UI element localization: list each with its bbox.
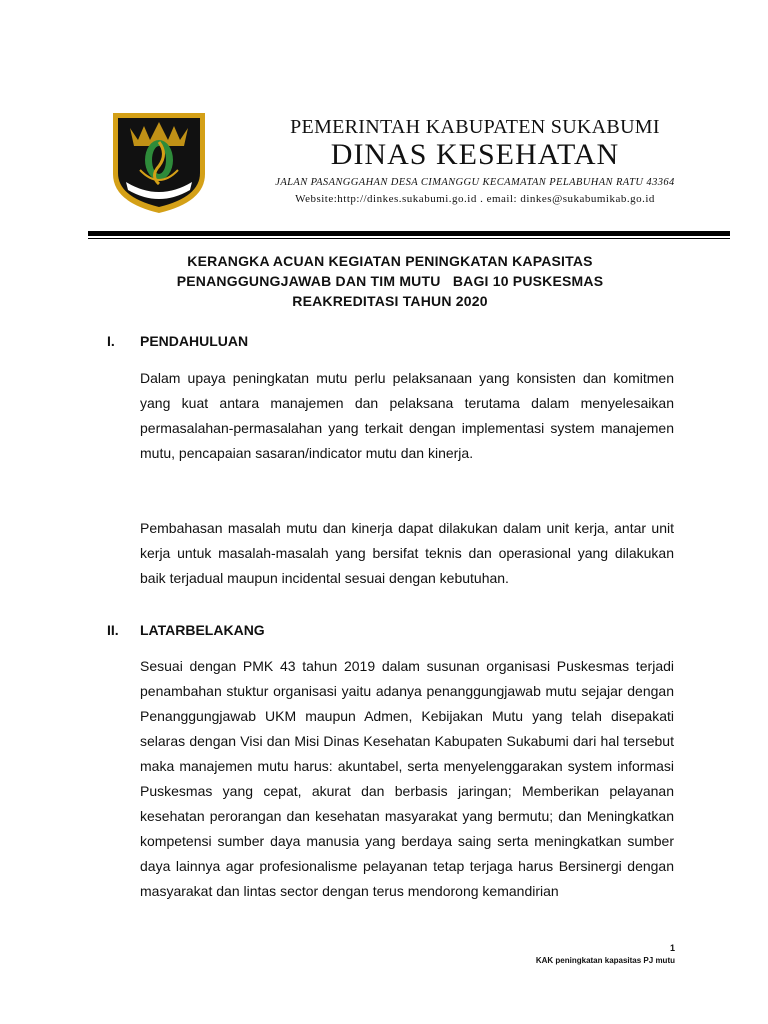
section-2-paragraph-1: Sesuai dengan PMK 43 tahun 2019 dalam susunan organisasi Puskesmas terjadi penambahan stuktur organisasi yaitu adanya penanggungjawab mutu sejajar dengan Penanggungjawab UKM maupun Admen, Kebijakan Mutu yang telah disepakati selaras dengan Visi dan Misi Dinas Kesehatan Kabupaten Sukabumi dari hal tersebut maka manajemen mutu harus: akuntabel, serta menyelenggarakan system informasi Puskesmas yang cepat, akurat dan berbasis jaringan; Memberikan pelayanan kesehatan perorangan dan kesehatan masyarakat yang bermutu; dan Meningkatkan kompetensi sumber daya manusia yang berdaya saing serta meningkatkan sumber daya lainnya agar profesionalisme pelayanan tetap terjaga harus Bersinergi dengan masyarakat dan lintas sector dengan terus mendorong kemandirian xyxy=(140,658,674,899)
section-1-paragraph-1: Dalam upaya peningkatan mutu perlu pelaksanaan yang konsisten dan komitmen yang kuat antara manajemen dan pelaksana terutama dalam menyelesaikan permasalahan-permasalahan yang terkait dengan implementasi system manajemen mutu, pencapaian sasaran/indicator mutu dan kinerja. xyxy=(140,370,674,461)
title-line-3: REAKREDITASI TAHUN 2020 xyxy=(292,293,488,309)
title-line-1: KERANGKA ACUAN KEGIATAN PENINGKATAN KAPASITAS xyxy=(187,253,593,269)
agency-name: DINAS KESEHATAN xyxy=(330,138,620,171)
regency-logo xyxy=(110,110,208,216)
section-1-number: I. xyxy=(107,333,115,349)
letterhead-rule xyxy=(88,231,730,236)
letterhead-rule-thin xyxy=(88,238,730,239)
government-name: PEMERINTAH KABUPATEN SUKABUMI xyxy=(290,116,660,138)
title-line-2: PENANGGUNGJAWAB DAN TIM MUTU BAGI 10 PUSKESMAS xyxy=(176,273,604,289)
document-title xyxy=(120,251,660,311)
section-1-heading: PENDAHULUAN xyxy=(140,333,249,349)
footer-note: KAK peningkatan kapasitas PJ mutu xyxy=(535,956,675,965)
agency-address: JALAN PASANGGAHAN DESA CIMANGGU KECAMATAN PELABUHAN RATU 43364 xyxy=(275,177,675,188)
section-2-number: II. xyxy=(107,622,119,638)
page-number: 1 xyxy=(669,943,675,953)
agency-contact: Website:http://dinkes.sukabumi.go.id . email: dinkes@sukabumikab.go.id xyxy=(295,193,655,205)
section-2-heading: LATARBELAKANG xyxy=(140,622,265,638)
section-1-paragraph-2: Pembahasan masalah mutu dan kinerja dapat dilakukan dalam unit kerja, antar unit kerja untuk masalah-masalah yang bersifat teknis dan operasional yang dilakukan baik terjadual maupun incidental sesuai dengan kebutuhan. xyxy=(140,520,674,586)
